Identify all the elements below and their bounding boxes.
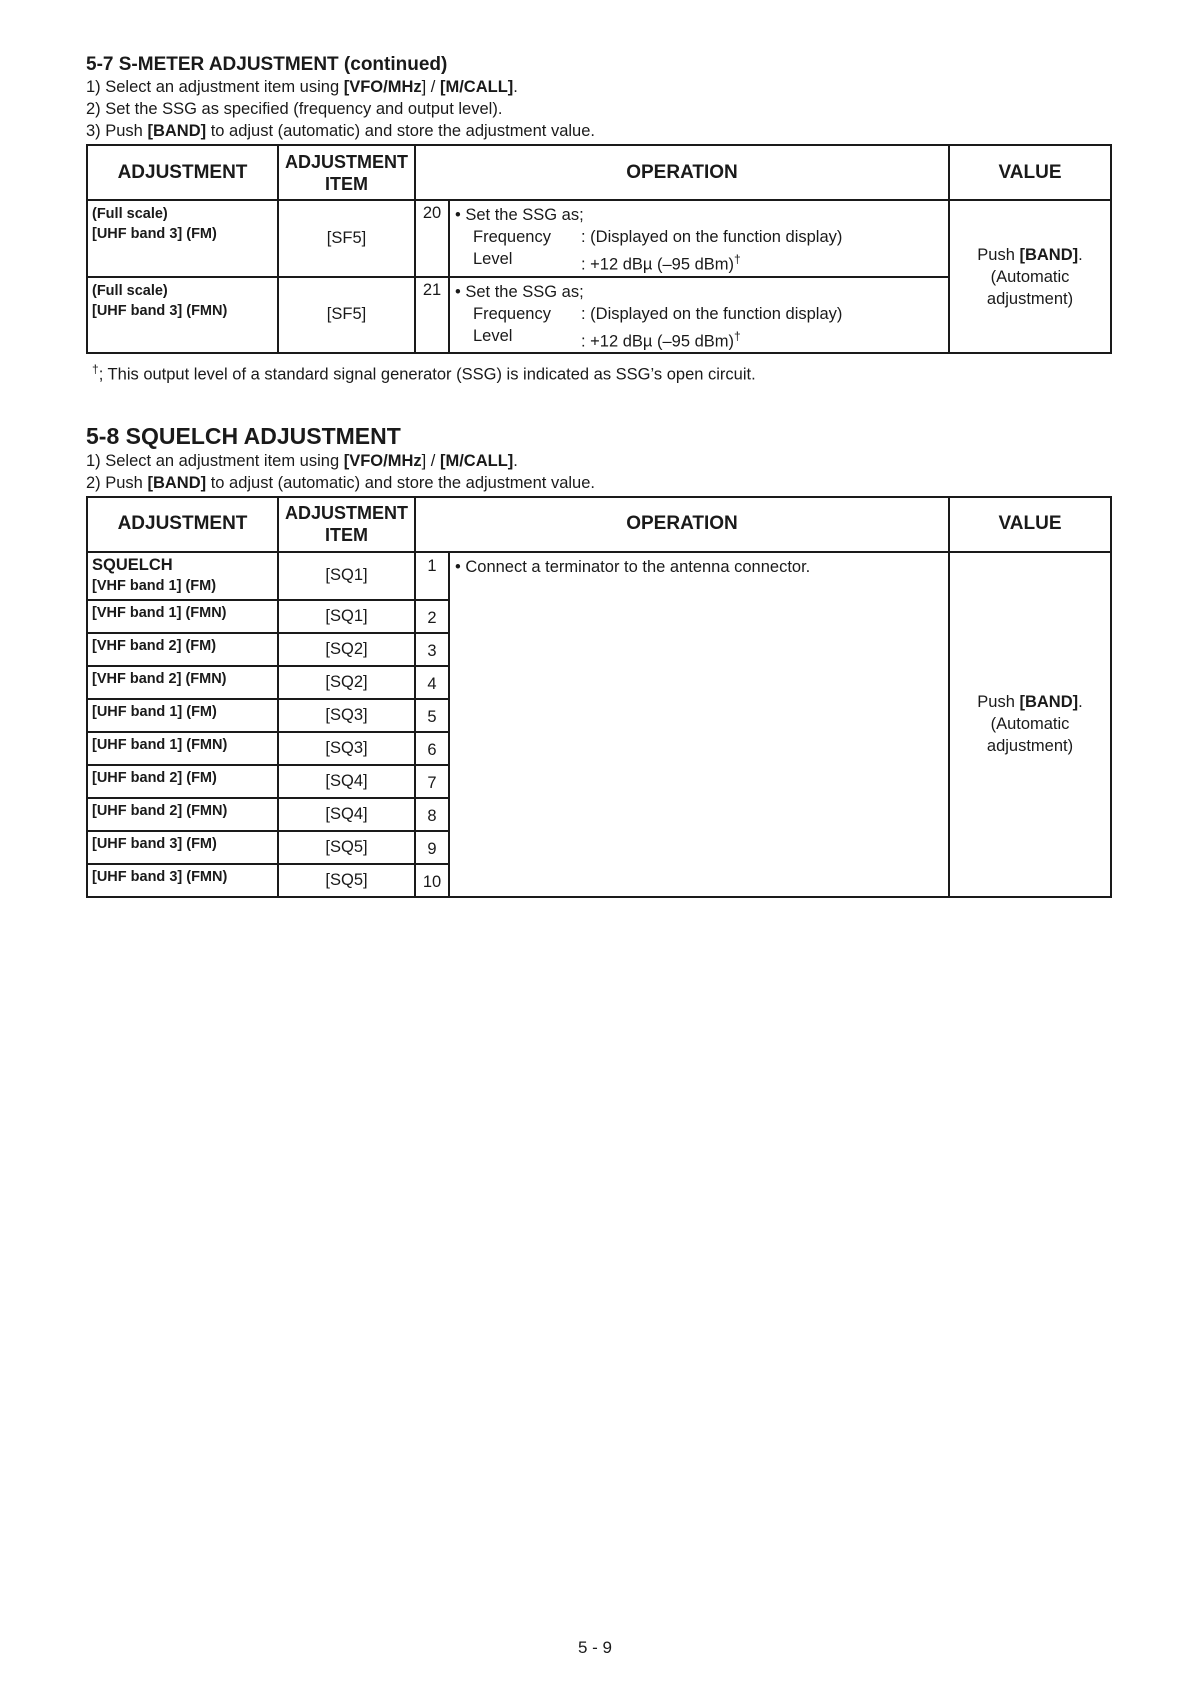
- item-cell: [SQ1]: [278, 552, 415, 600]
- number-cell: 8: [415, 798, 449, 831]
- adjustment-cell: (Full scale) [UHF band 3] (FM): [87, 200, 278, 277]
- header-adjustment: ADJUSTMENT: [87, 145, 278, 200]
- number-cell: 7: [415, 765, 449, 798]
- item-cell: [SQ2]: [278, 633, 415, 666]
- number-cell: 6: [415, 732, 449, 765]
- item-cell: [SQ3]: [278, 732, 415, 765]
- section-5-7-title: 5-7 S-METER ADJUSTMENT (continued): [86, 54, 448, 75]
- adjustment-cell: [UHF band 3] (FM): [87, 831, 278, 864]
- item-cell: [SQ3]: [278, 699, 415, 732]
- footnote: †; This output level of a standard signal generator (SSG) is indicated as SSG’s open circuit.: [92, 362, 756, 384]
- item-cell: [SQ4]: [278, 765, 415, 798]
- number-cell: 2: [415, 600, 449, 633]
- adjustment-cell: (Full scale) [UHF band 3] (FMN): [87, 277, 278, 354]
- item-cell: [SQ5]: [278, 864, 415, 897]
- page-number: 5 - 9: [577, 1638, 613, 1657]
- table-header-row: [87, 145, 1111, 200]
- adjustment-cell: [UHF band 3] (FMN): [87, 864, 278, 897]
- header-value: VALUE: [949, 497, 1111, 552]
- number-cell: 9: [415, 831, 449, 864]
- step-5-7-3: 3) Push [BAND] to adjust (automatic) and store the adjustment value.: [86, 122, 595, 140]
- adjustment-cell: [UHF band 1] (FMN): [87, 732, 278, 765]
- step-5-8-1: 1) Select an adjustment item using [VFO/MHz] / [M/CALL].: [86, 451, 518, 470]
- table-row: [87, 200, 1111, 277]
- table-row: [87, 552, 1111, 600]
- adjustment-cell: [VHF band 1] (FMN): [87, 600, 278, 633]
- adjustment-cell: [VHF band 2] (FMN): [87, 666, 278, 699]
- number-cell: 21: [415, 277, 449, 354]
- number-cell: 5: [415, 699, 449, 732]
- step-5-7-2: 2) Set the SSG as specified (frequency and output level).: [86, 100, 503, 118]
- step-5-8-2: 2) Push [BAND] to adjust (automatic) and store the adjustment value.: [86, 473, 595, 492]
- item-cell: [SF5]: [278, 277, 415, 354]
- operation-cell: • Connect a terminator to the antenna connector.: [449, 552, 949, 897]
- header-value: VALUE: [949, 145, 1111, 200]
- header-adjustment-item: ADJUSTMENT ITEM: [278, 145, 415, 200]
- step-5-7-1: 1) Select an adjustment item using [VFO/MHz] / [M/CALL].: [86, 78, 518, 96]
- number-cell: 3: [415, 633, 449, 666]
- table-header-row: [87, 497, 1111, 552]
- adjustment-cell: [VHF band 2] (FM): [87, 633, 278, 666]
- header-adjustment-item: ADJUSTMENT ITEM: [278, 497, 415, 552]
- value-cell: Push [BAND]. (Automatic adjustment): [949, 200, 1111, 353]
- number-cell: 1: [415, 552, 449, 600]
- adjustment-cell: [UHF band 2] (FM): [87, 765, 278, 798]
- item-cell: [SQ1]: [278, 600, 415, 633]
- adjustment-cell: SQUELCH [VHF band 1] (FM): [87, 552, 278, 600]
- value-cell: Push [BAND]. (Automatic adjustment): [949, 552, 1111, 897]
- number-cell: 20: [415, 200, 449, 277]
- section-5-8-title: 5-8 SQUELCH ADJUSTMENT: [86, 422, 401, 449]
- number-cell: 4: [415, 666, 449, 699]
- squelch-table: [86, 496, 1112, 898]
- item-cell: [SQ2]: [278, 666, 415, 699]
- item-cell: [SF5]: [278, 200, 415, 277]
- item-cell: [SQ5]: [278, 831, 415, 864]
- adjustment-cell: [UHF band 1] (FM): [87, 699, 278, 732]
- item-cell: [SQ4]: [278, 798, 415, 831]
- operation-cell: • Set the SSG as; Frequency : (Displayed on the function display) Level : +12 dBµ (–95 dBm)†: [449, 277, 949, 354]
- page-content: [86, 54, 1110, 898]
- s-meter-table: [86, 144, 1112, 354]
- header-operation: OPERATION: [415, 145, 949, 200]
- operation-cell: • Set the SSG as; Frequency : (Displayed on the function display) Level : +12 dBµ (–95 dBm)†: [449, 200, 949, 277]
- header-adjustment: ADJUSTMENT: [87, 497, 278, 552]
- adjustment-cell: [UHF band 2] (FMN): [87, 798, 278, 831]
- number-cell: 10: [415, 864, 449, 897]
- header-operation: OPERATION: [415, 497, 949, 552]
